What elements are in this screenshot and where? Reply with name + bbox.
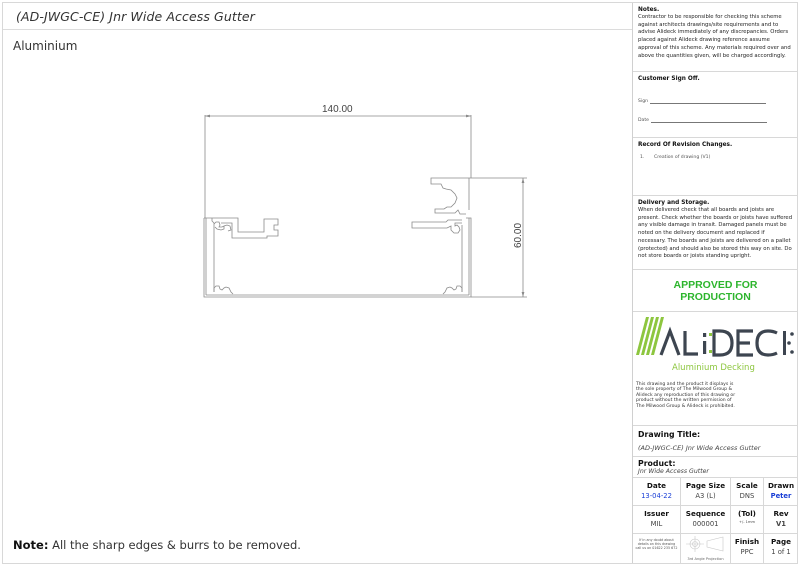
- approval-line-2: PRODUCTION: [680, 290, 751, 303]
- rev-label: Rev: [773, 509, 789, 518]
- tolerance-value: +/- 1mm: [739, 520, 755, 524]
- scale-label: Scale: [736, 481, 758, 490]
- footer-note: [13, 538, 301, 552]
- tolerance-cell: [731, 506, 764, 534]
- contact-text: If in any doubt about details on this drawing call us on 01622 235 672: [635, 538, 678, 551]
- third-angle-projection-icon: [681, 534, 731, 554]
- revisions-section: [633, 138, 798, 196]
- notes-text: Contractor to be responsible for checking this scheme against architects drawings/site requirements and to advise Alideck immediately of any discrepancies. Orders placed against Alideck drawing reference assume approval of this scheme. Any materials required over and above the quantities given, will be charged accordingly.: [638, 14, 791, 59]
- page-label: Page: [771, 537, 791, 546]
- alideck-logo: [636, 315, 796, 377]
- page-title: (AD-JWGC-CE) Jnr Wide Access Gutter: [16, 9, 255, 24]
- notes-heading: Notes.: [638, 7, 660, 13]
- projection-cell: [681, 534, 731, 563]
- page-value: 1 of 1: [771, 548, 791, 556]
- drawn-value: Peter: [770, 492, 792, 500]
- scale-value: DNS: [739, 492, 755, 500]
- date-field[interactable]: [651, 118, 767, 123]
- sign-field[interactable]: [650, 99, 766, 104]
- signoff-heading: Customer Sign Off.: [638, 76, 700, 82]
- approval-stamp: [633, 270, 798, 312]
- note-label: Note:: [13, 538, 49, 552]
- ownership-notice: This drawing and the product it displays is the sole property of The Milwood Group & Alideck any reproduction of this drawing or product without the written permission of The Milwood Group & Alideck is prohibited.: [636, 382, 736, 409]
- height-dimension: 60.00: [513, 222, 525, 249]
- material-label: Aluminium: [13, 39, 78, 53]
- drawn-cell: [764, 478, 798, 506]
- rev-value: V1: [776, 520, 786, 528]
- delivery-text: When delivered check that all boards and joists are present. Check whether the boards or joists have suffered any visible damage in transit. Damaged panels must be noted on the delivery document and replaced if necessary. The boards and joists are delivered on a pallet (protected) and should also be stored this way on site. Do not store boards or joists standing upright.: [638, 207, 793, 260]
- sequence-value: 000001: [692, 520, 719, 528]
- revisions-heading: Record Of Revision Changes.: [638, 142, 733, 148]
- contact-cell: [633, 534, 681, 563]
- date-cell-value: 13-04-22: [641, 492, 672, 500]
- width-dimension: 140.00: [322, 104, 353, 115]
- sign-label: Sign: [638, 99, 649, 104]
- delivery-heading: Delivery and Storage.: [638, 200, 710, 206]
- rev-cell: [764, 506, 798, 534]
- finish-value: PPC: [740, 548, 754, 556]
- revision-number: 1.: [640, 155, 645, 160]
- product-value: Jnr Wide Access Gutter: [638, 468, 709, 475]
- drawn-label: Drawn: [767, 481, 795, 490]
- logo-tagline: Aluminium Decking: [672, 363, 755, 373]
- finish-cell: [731, 534, 764, 563]
- page-size-label: Page Size: [685, 481, 726, 490]
- page-size-cell: [681, 478, 731, 506]
- revision-text: Creation of drawing (V1): [654, 155, 711, 160]
- info-grid: [633, 478, 798, 563]
- delivery-section: [633, 196, 798, 270]
- finish-label: Finish: [734, 537, 760, 546]
- issuer-label: Issuer: [644, 509, 669, 518]
- date-label: Date: [638, 118, 649, 123]
- logo-section: [633, 312, 798, 425]
- title-block-panel: [632, 3, 797, 563]
- date-cell-label: Date: [646, 481, 667, 490]
- tolerance-label: (Tol): [738, 509, 756, 518]
- sign-row: [638, 99, 793, 104]
- page-size-value: A3 (L): [695, 492, 716, 500]
- note-text: All the sharp edges & burrs to be removed.: [48, 538, 301, 552]
- drawing-title-section: [633, 425, 798, 457]
- scale-cell: [731, 478, 764, 506]
- alideck-logo-icon: [636, 315, 796, 363]
- approval-line-1: APPROVED FOR: [673, 278, 758, 291]
- drawing-title-heading: Drawing Title:: [638, 430, 701, 439]
- page-cell: [764, 534, 798, 563]
- notes-section: [633, 3, 798, 72]
- sequence-cell: [681, 506, 731, 534]
- product-heading: Product:: [638, 459, 676, 468]
- date-cell: [633, 478, 681, 506]
- revision-item: [638, 155, 793, 160]
- date-row: [638, 118, 793, 123]
- projection-label: 3rd Angle Projection: [687, 557, 724, 561]
- product-section: [633, 457, 798, 478]
- drawing-title-value: (AD-JWGC-CE) Jnr Wide Access Gutter: [638, 444, 761, 452]
- sequence-label: Sequence: [685, 509, 726, 518]
- issuer-value: MIL: [650, 520, 663, 528]
- customer-signoff-section: [633, 72, 798, 138]
- issuer-cell: [633, 506, 681, 534]
